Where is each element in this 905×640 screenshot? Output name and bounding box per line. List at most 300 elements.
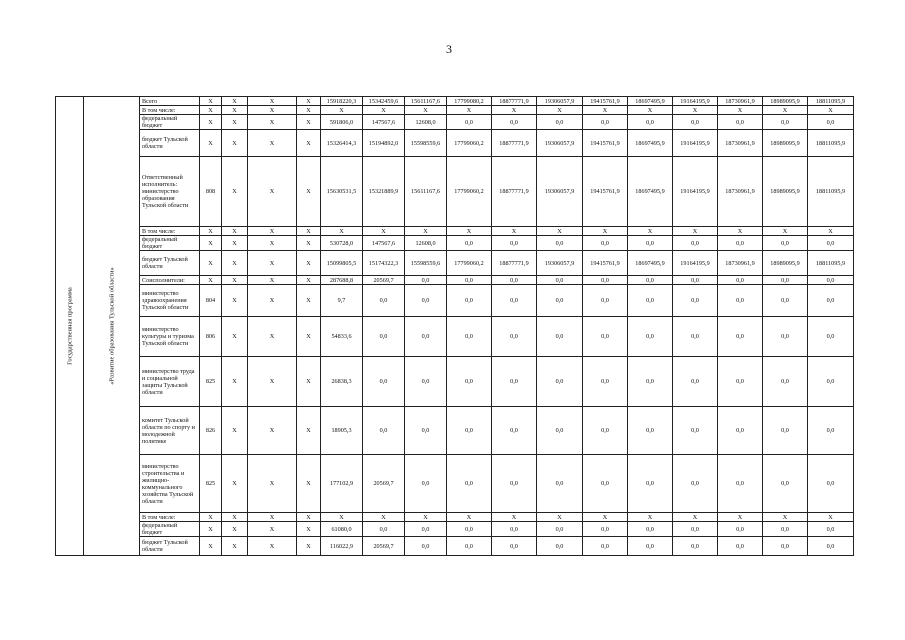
row-label: В том числе: <box>140 227 200 236</box>
program-type-cell <box>56 97 84 556</box>
marker-cell: X <box>222 455 248 513</box>
value-cell: 0,0 <box>808 357 854 407</box>
value-cell: 0,0 <box>537 317 583 357</box>
value-cell: 0,0 <box>673 115 718 130</box>
table-row <box>56 357 854 407</box>
code-cell: 825 <box>200 357 222 407</box>
value-cell: 17799080,2 <box>447 97 492 106</box>
value-cell: 177102,9 <box>321 455 363 513</box>
value-cell: X <box>492 106 537 115</box>
value-cell: 0,0 <box>583 317 628 357</box>
marker-cell: X <box>248 115 297 130</box>
value-cell: 0,0 <box>808 236 854 251</box>
value-cell: 19415761,9 <box>583 251 628 276</box>
value-cell: 0,0 <box>763 455 808 513</box>
value-cell: X <box>447 227 492 236</box>
value-cell: 18877771,9 <box>492 130 537 157</box>
value-cell: 0,0 <box>405 285 447 317</box>
value-cell: 18989095,9 <box>763 251 808 276</box>
value-cell: 0,0 <box>583 537 628 556</box>
marker-cell: X <box>222 251 248 276</box>
value-cell: 18877771,9 <box>492 157 537 227</box>
value-cell: 0,0 <box>447 285 492 317</box>
value-cell: 18811095,9 <box>808 157 854 227</box>
value-cell: 15598559,6 <box>405 130 447 157</box>
value-cell: 18730961,9 <box>718 251 763 276</box>
value-cell: 15611167,6 <box>405 97 447 106</box>
row-label: федеральный бюджет <box>140 236 200 251</box>
program-type-text: Государственная программа <box>66 287 73 365</box>
value-cell: 0,0 <box>492 455 537 513</box>
row-label: В том числе: <box>140 513 200 522</box>
value-cell: 0,0 <box>492 407 537 455</box>
value-cell: X <box>763 227 808 236</box>
value-cell: 19415761,9 <box>583 157 628 227</box>
value-cell: 0,0 <box>763 407 808 455</box>
value-cell: 12608,0 <box>405 236 447 251</box>
value-cell: X <box>447 513 492 522</box>
row-label: федеральный бюджет <box>140 115 200 130</box>
value-cell: 0,0 <box>628 285 673 317</box>
value-cell: 0,0 <box>628 115 673 130</box>
value-cell: X <box>673 513 718 522</box>
value-cell: 0,0 <box>763 537 808 556</box>
marker-cell: X <box>248 357 297 407</box>
marker-cell: X <box>222 106 248 115</box>
table-row <box>56 317 854 357</box>
value-cell: 18989095,9 <box>763 97 808 106</box>
row-label: министерство здравоохранения Тульской области <box>140 285 200 317</box>
value-cell: 0,0 <box>583 236 628 251</box>
value-cell: X <box>363 106 405 115</box>
value-cell: 0,0 <box>718 407 763 455</box>
value-cell: 19306057,9 <box>537 251 583 276</box>
value-cell: 0,0 <box>808 537 854 556</box>
value-cell: 0,0 <box>405 522 447 537</box>
value-cell: 61080,0 <box>321 522 363 537</box>
value-cell: X <box>673 106 718 115</box>
value-cell: 12608,0 <box>405 115 447 130</box>
value-cell: 0,0 <box>492 285 537 317</box>
marker-cell: X <box>222 115 248 130</box>
program-name-cell <box>84 97 140 556</box>
value-cell: X <box>363 513 405 522</box>
marker-cell: X <box>248 227 297 236</box>
value-cell: 0,0 <box>718 285 763 317</box>
marker-cell: X <box>297 157 321 227</box>
value-cell: X <box>808 227 854 236</box>
value-cell: X <box>321 513 363 522</box>
value-cell: X <box>583 106 628 115</box>
marker-cell: X <box>248 513 297 522</box>
value-cell: 15630531,5 <box>321 157 363 227</box>
value-cell: 0,0 <box>405 407 447 455</box>
marker-cell: X <box>248 285 297 317</box>
value-cell: X <box>447 106 492 115</box>
value-cell: 0,0 <box>492 537 537 556</box>
marker-cell: X <box>297 251 321 276</box>
marker-cell: X <box>297 106 321 115</box>
value-cell: X <box>628 227 673 236</box>
row-label: федеральный бюджет <box>140 522 200 537</box>
marker-cell: X <box>248 130 297 157</box>
value-cell: 0,0 <box>673 357 718 407</box>
row-label: Ответственный исполнитель: министерство образования Тульской области <box>140 157 200 227</box>
value-cell: 15598559,6 <box>405 251 447 276</box>
marker-cell: X <box>222 97 248 106</box>
value-cell: 0,0 <box>447 537 492 556</box>
value-cell: X <box>628 513 673 522</box>
value-cell: 0,0 <box>405 276 447 285</box>
value-cell: 591806,0 <box>321 115 363 130</box>
value-cell: 0,0 <box>673 236 718 251</box>
value-cell: 0,0 <box>763 357 808 407</box>
value-cell: 0,0 <box>808 276 854 285</box>
value-cell: 0,0 <box>537 455 583 513</box>
value-cell: 0,0 <box>673 317 718 357</box>
table-row <box>56 276 854 285</box>
value-cell: 19164195,9 <box>673 251 718 276</box>
value-cell: 15099805,5 <box>321 251 363 276</box>
value-cell: 0,0 <box>447 276 492 285</box>
marker-cell: X <box>248 251 297 276</box>
value-cell: 17799060,2 <box>447 130 492 157</box>
code-cell: X <box>200 130 222 157</box>
value-cell: 0,0 <box>363 317 405 357</box>
value-cell: 0,0 <box>447 236 492 251</box>
value-cell: 0,0 <box>673 276 718 285</box>
code-cell: X <box>200 522 222 537</box>
table-row <box>56 537 854 556</box>
marker-cell: X <box>297 513 321 522</box>
value-cell: 19415761,9 <box>583 130 628 157</box>
table-row <box>56 227 854 236</box>
value-cell: 116022,9 <box>321 537 363 556</box>
value-cell: X <box>763 106 808 115</box>
value-cell: X <box>405 513 447 522</box>
marker-cell: X <box>248 106 297 115</box>
value-cell: 18877771,9 <box>492 97 537 106</box>
value-cell: 147567,6 <box>363 115 405 130</box>
value-cell: 18697495,9 <box>628 130 673 157</box>
page-number: 3 <box>446 42 452 56</box>
marker-cell: X <box>248 236 297 251</box>
row-label: бюджет Тульской области <box>140 251 200 276</box>
value-cell: X <box>537 513 583 522</box>
marker-cell: X <box>248 455 297 513</box>
value-cell: 0,0 <box>718 236 763 251</box>
value-cell: 0,0 <box>537 407 583 455</box>
value-cell: 9,7 <box>321 285 363 317</box>
marker-cell: X <box>248 97 297 106</box>
value-cell: 19164195,9 <box>673 157 718 227</box>
value-cell: X <box>321 227 363 236</box>
budget-table <box>55 96 854 556</box>
row-label: бюджет Тульской области <box>140 130 200 157</box>
marker-cell: X <box>297 236 321 251</box>
marker-cell: X <box>248 537 297 556</box>
value-cell: 0,0 <box>583 357 628 407</box>
value-cell: 15174322,3 <box>363 251 405 276</box>
value-cell: 15918220,3 <box>321 97 363 106</box>
code-cell: 826 <box>200 407 222 455</box>
code-cell: X <box>200 115 222 130</box>
code-cell: X <box>200 276 222 285</box>
value-cell: 0,0 <box>673 285 718 317</box>
value-cell: 0,0 <box>447 407 492 455</box>
row-label: Всего <box>140 97 200 106</box>
value-cell: 19164195,9 <box>673 130 718 157</box>
value-cell: 0,0 <box>763 317 808 357</box>
marker-cell: X <box>248 157 297 227</box>
value-cell: X <box>808 106 854 115</box>
value-cell: 0,0 <box>583 285 628 317</box>
marker-cell: X <box>297 115 321 130</box>
value-cell: 0,0 <box>363 522 405 537</box>
value-cell: 0,0 <box>537 285 583 317</box>
value-cell: 0,0 <box>628 357 673 407</box>
table-row <box>56 236 854 251</box>
table-row <box>56 251 854 276</box>
row-label: министерство строительства и жилищно-коммунального хозяйства Тульской области <box>140 455 200 513</box>
value-cell: 0,0 <box>447 455 492 513</box>
value-cell: X <box>808 513 854 522</box>
value-cell: 18811095,9 <box>808 251 854 276</box>
value-cell: 0,0 <box>492 317 537 357</box>
value-cell: 15611167,6 <box>405 157 447 227</box>
value-cell: 0,0 <box>628 276 673 285</box>
value-cell: 0,0 <box>537 236 583 251</box>
value-cell: 18697495,9 <box>628 157 673 227</box>
marker-cell: X <box>297 455 321 513</box>
marker-cell: X <box>222 357 248 407</box>
value-cell: 0,0 <box>628 537 673 556</box>
value-cell: 0,0 <box>718 276 763 285</box>
value-cell: X <box>492 227 537 236</box>
value-cell: 17799060,2 <box>447 157 492 227</box>
value-cell: 0,0 <box>763 522 808 537</box>
marker-cell: X <box>222 317 248 357</box>
value-cell: X <box>628 106 673 115</box>
row-label: комитет Тульской области по спорту и молодежной политике <box>140 407 200 455</box>
value-cell: 0,0 <box>363 285 405 317</box>
value-cell: 0,0 <box>808 115 854 130</box>
code-cell: 804 <box>200 285 222 317</box>
value-cell: 0,0 <box>537 115 583 130</box>
value-cell: 147567,6 <box>363 236 405 251</box>
code-cell: X <box>200 227 222 236</box>
value-cell: 0,0 <box>628 455 673 513</box>
table-row <box>56 130 854 157</box>
marker-cell: X <box>248 276 297 285</box>
row-label: министерство культуры и туризма Тульской области <box>140 317 200 357</box>
value-cell: 0,0 <box>537 522 583 537</box>
table-row <box>56 157 854 227</box>
marker-cell: X <box>222 276 248 285</box>
table-row <box>56 97 854 106</box>
row-label: бюджет Тульской области <box>140 537 200 556</box>
code-cell: X <box>200 537 222 556</box>
value-cell: X <box>537 227 583 236</box>
value-cell: X <box>673 227 718 236</box>
table-row <box>56 115 854 130</box>
value-cell: X <box>321 106 363 115</box>
value-cell: 0,0 <box>405 317 447 357</box>
value-cell: 0,0 <box>447 317 492 357</box>
value-cell: 0,0 <box>405 357 447 407</box>
program-name-text: «Развитие образования Тульской области» <box>108 267 115 385</box>
value-cell: 0,0 <box>447 357 492 407</box>
value-cell: 18989095,9 <box>763 157 808 227</box>
value-cell: X <box>763 513 808 522</box>
marker-cell: X <box>297 317 321 357</box>
marker-cell: X <box>248 407 297 455</box>
code-cell: X <box>200 236 222 251</box>
value-cell: 0,0 <box>718 357 763 407</box>
value-cell: 18877771,9 <box>492 251 537 276</box>
value-cell: X <box>718 106 763 115</box>
table-row <box>56 407 854 455</box>
marker-cell: X <box>222 407 248 455</box>
value-cell: 19306057,9 <box>537 130 583 157</box>
value-cell: 15326414,3 <box>321 130 363 157</box>
marker-cell: X <box>222 285 248 317</box>
value-cell: 0,0 <box>537 276 583 285</box>
value-cell: 0,0 <box>718 537 763 556</box>
value-cell: 18989095,9 <box>763 130 808 157</box>
value-cell: 15321889,9 <box>363 157 405 227</box>
value-cell: 18811095,9 <box>808 130 854 157</box>
marker-cell: X <box>297 285 321 317</box>
value-cell: 0,0 <box>492 276 537 285</box>
value-cell: 20569,7 <box>363 455 405 513</box>
value-cell: 0,0 <box>363 407 405 455</box>
row-label: Соисполнители: <box>140 276 200 285</box>
value-cell: 0,0 <box>492 115 537 130</box>
value-cell: 0,0 <box>628 317 673 357</box>
table-row <box>56 285 854 317</box>
value-cell: X <box>718 513 763 522</box>
value-cell: 20569,7 <box>363 537 405 556</box>
marker-cell: X <box>297 276 321 285</box>
marker-cell: X <box>222 522 248 537</box>
marker-cell: X <box>222 537 248 556</box>
value-cell: 0,0 <box>763 276 808 285</box>
value-cell: 19415761,9 <box>583 97 628 106</box>
value-cell: 0,0 <box>537 357 583 407</box>
value-cell: 530728,0 <box>321 236 363 251</box>
value-cell: 0,0 <box>718 522 763 537</box>
row-label: министерство труда и социальной защиты Тульской области <box>140 357 200 407</box>
table-body <box>56 97 854 556</box>
value-cell: 0,0 <box>492 522 537 537</box>
value-cell: X <box>492 513 537 522</box>
value-cell: 0,0 <box>363 357 405 407</box>
value-cell: 0,0 <box>628 407 673 455</box>
value-cell: X <box>583 513 628 522</box>
value-cell: 19164195,9 <box>673 97 718 106</box>
value-cell: 287688,8 <box>321 276 363 285</box>
code-cell: X <box>200 106 222 115</box>
value-cell: X <box>405 227 447 236</box>
value-cell: 20569,7 <box>363 276 405 285</box>
marker-cell: X <box>222 513 248 522</box>
value-cell: 0,0 <box>808 407 854 455</box>
value-cell: 18697495,9 <box>628 97 673 106</box>
value-cell: 0,0 <box>673 407 718 455</box>
value-cell: 0,0 <box>583 522 628 537</box>
value-cell: 0,0 <box>583 276 628 285</box>
marker-cell: X <box>248 522 297 537</box>
value-cell: 0,0 <box>628 236 673 251</box>
code-cell: 808 <box>200 157 222 227</box>
code-cell: 825 <box>200 455 222 513</box>
value-cell: 15194892,0 <box>363 130 405 157</box>
value-cell: 0,0 <box>537 537 583 556</box>
value-cell: 15342459,6 <box>363 97 405 106</box>
value-cell: 0,0 <box>492 357 537 407</box>
value-cell: 17799060,2 <box>447 251 492 276</box>
value-cell: 0,0 <box>492 236 537 251</box>
value-cell: 0,0 <box>763 236 808 251</box>
value-cell: X <box>363 227 405 236</box>
marker-cell: X <box>297 130 321 157</box>
table-row <box>56 513 854 522</box>
value-cell: 18811095,9 <box>808 97 854 106</box>
marker-cell: X <box>297 227 321 236</box>
table-row <box>56 455 854 513</box>
table-row <box>56 522 854 537</box>
value-cell: X <box>583 227 628 236</box>
value-cell: 0,0 <box>447 522 492 537</box>
value-cell: 18730961,9 <box>718 130 763 157</box>
value-cell: 18905,3 <box>321 407 363 455</box>
code-cell: X <box>200 97 222 106</box>
value-cell: 0,0 <box>673 522 718 537</box>
marker-cell: X <box>222 236 248 251</box>
marker-cell: X <box>222 130 248 157</box>
table-row <box>56 106 854 115</box>
marker-cell: X <box>248 317 297 357</box>
value-cell: 0,0 <box>673 455 718 513</box>
value-cell: 0,0 <box>583 407 628 455</box>
value-cell: 0,0 <box>583 115 628 130</box>
value-cell: 18697495,9 <box>628 251 673 276</box>
value-cell: 0,0 <box>718 115 763 130</box>
value-cell: 0,0 <box>405 537 447 556</box>
marker-cell: X <box>222 227 248 236</box>
value-cell: 0,0 <box>763 285 808 317</box>
code-cell: X <box>200 513 222 522</box>
value-cell: 18730961,9 <box>718 97 763 106</box>
value-cell: 0,0 <box>673 537 718 556</box>
marker-cell: X <box>297 522 321 537</box>
marker-cell: X <box>222 157 248 227</box>
marker-cell: X <box>297 537 321 556</box>
value-cell: 18730961,9 <box>718 157 763 227</box>
value-cell: 0,0 <box>718 455 763 513</box>
code-cell: X <box>200 251 222 276</box>
value-cell: 0,0 <box>628 522 673 537</box>
value-cell: 0,0 <box>718 317 763 357</box>
value-cell: X <box>537 106 583 115</box>
value-cell: 26838,3 <box>321 357 363 407</box>
value-cell: 0,0 <box>763 115 808 130</box>
marker-cell: X <box>297 357 321 407</box>
value-cell: 54833,6 <box>321 317 363 357</box>
row-label: В том числе: <box>140 106 200 115</box>
code-cell: 806 <box>200 317 222 357</box>
